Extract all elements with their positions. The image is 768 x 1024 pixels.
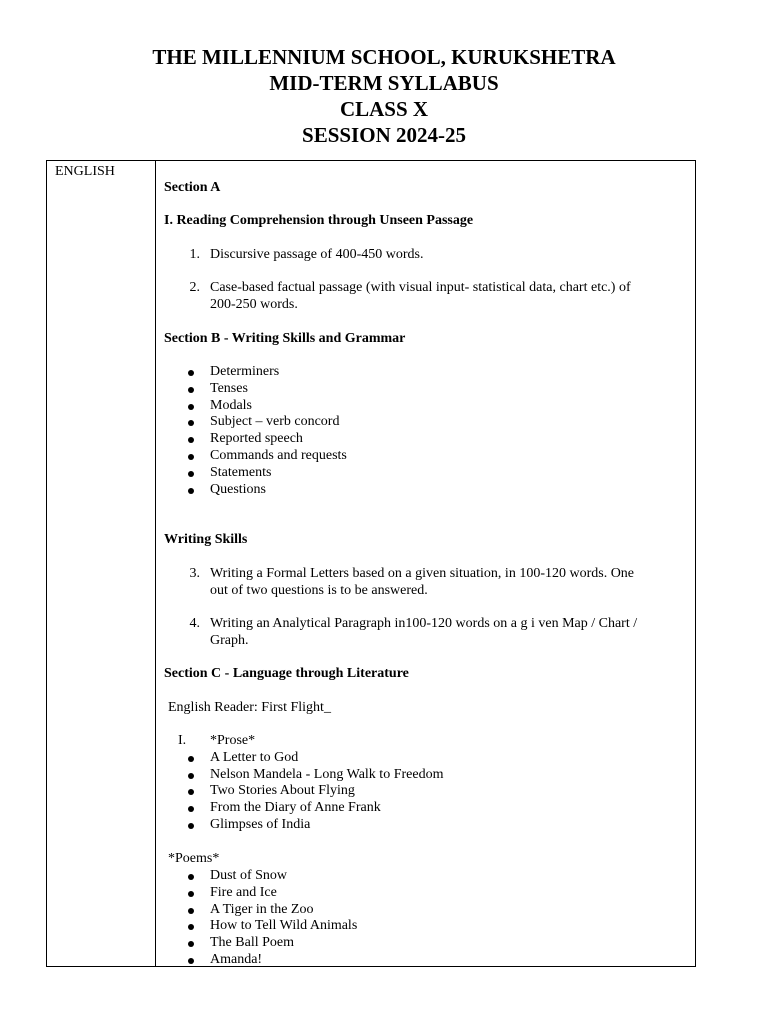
bullet-icon (188, 370, 194, 376)
syllabus-table (46, 160, 696, 967)
list-item: Writing an Analytical Paragraph in100-120 words on a g i ven Map / Chart / (210, 616, 638, 631)
list-number: 3. (189, 566, 200, 581)
list-item: From the Diary of Anne Frank (210, 800, 381, 815)
list-item: A Letter to God (210, 750, 299, 765)
list-item-continued: 200-250 words. (210, 297, 298, 312)
bullet-icon (188, 958, 194, 964)
list-item: Statements (210, 465, 272, 480)
bullet-icon (188, 488, 194, 494)
bullet-icon (188, 420, 194, 426)
section-b-heading: Section B - Writing Skills and Grammar (164, 331, 406, 346)
bullet-icon (188, 789, 194, 795)
bullet-icon (188, 823, 194, 829)
list-item: Dust of Snow (210, 868, 288, 883)
bullet-icon (188, 756, 194, 762)
list-item: Glimpses of India (210, 817, 311, 832)
bullet-icon (188, 387, 194, 393)
section-a-subheading: I. Reading Comprehension through Unseen Passage (164, 213, 474, 228)
session-label: SESSION 2024-25 (302, 123, 466, 147)
poems-label: *Poems* (168, 851, 220, 866)
list-item: How to Tell Wild Animals (210, 918, 358, 933)
list-item: Fire and Ice (210, 885, 277, 900)
syllabus-content (156, 161, 695, 966)
prose-number: I. (178, 733, 187, 748)
bullet-icon (188, 437, 194, 443)
writing-skills-heading: Writing Skills (164, 532, 248, 547)
list-item: Discursive passage of 400-450 words. (210, 247, 424, 262)
subject-column (47, 161, 156, 966)
list-item: Nelson Mandela - Long Walk to Freedom (210, 767, 444, 782)
list-item: The Ball Poem (210, 935, 294, 950)
bullet-icon (188, 908, 194, 914)
list-number: 1. (189, 247, 200, 262)
list-item: Reported speech (210, 431, 303, 446)
list-item: Writing a Formal Letters based on a given situation, in 100-120 words. One (210, 566, 635, 581)
list-item: Determiners (210, 364, 280, 379)
reader-title: English Reader: First Flight_ (168, 700, 331, 715)
bullet-icon (188, 454, 194, 460)
list-item: Two Stories About Flying (210, 783, 355, 798)
list-item: A Tiger in the Zoo (210, 902, 314, 917)
subject-name: ENGLISH (55, 164, 115, 179)
list-item: Amanda! (210, 952, 263, 967)
document-header (0, 44, 768, 148)
list-item-continued: out of two questions is to be answered. (210, 583, 428, 598)
list-item: Modals (210, 398, 252, 413)
bullet-icon (188, 874, 194, 880)
list-number: 2. (189, 280, 200, 295)
bullet-icon (188, 806, 194, 812)
list-item: Tenses (210, 381, 248, 396)
list-item-continued: Graph. (210, 633, 249, 648)
section-a-heading: Section A (164, 180, 221, 195)
bullet-icon (188, 941, 194, 947)
section-c-heading: Section C - Language through Literature (164, 666, 409, 681)
bullet-icon (188, 471, 194, 477)
class-label: CLASS X (339, 97, 429, 121)
list-item: Questions (210, 482, 266, 497)
list-item: Subject – verb concord (210, 414, 340, 429)
school-name: THE MILLENNIUM SCHOOL, KURUKSHETRA (152, 45, 616, 69)
bullet-icon (188, 773, 194, 779)
list-number: 4. (189, 616, 200, 631)
syllabus-title: MID-TERM SYLLABUS (269, 71, 499, 95)
bullet-icon (188, 891, 194, 897)
list-item: Case-based factual passage (with visual input- statistical data, chart etc.) of (210, 280, 631, 295)
bullet-icon (188, 404, 194, 410)
prose-label: *Prose* (210, 733, 256, 748)
list-item: Commands and requests (210, 448, 347, 463)
bullet-icon (188, 924, 194, 930)
